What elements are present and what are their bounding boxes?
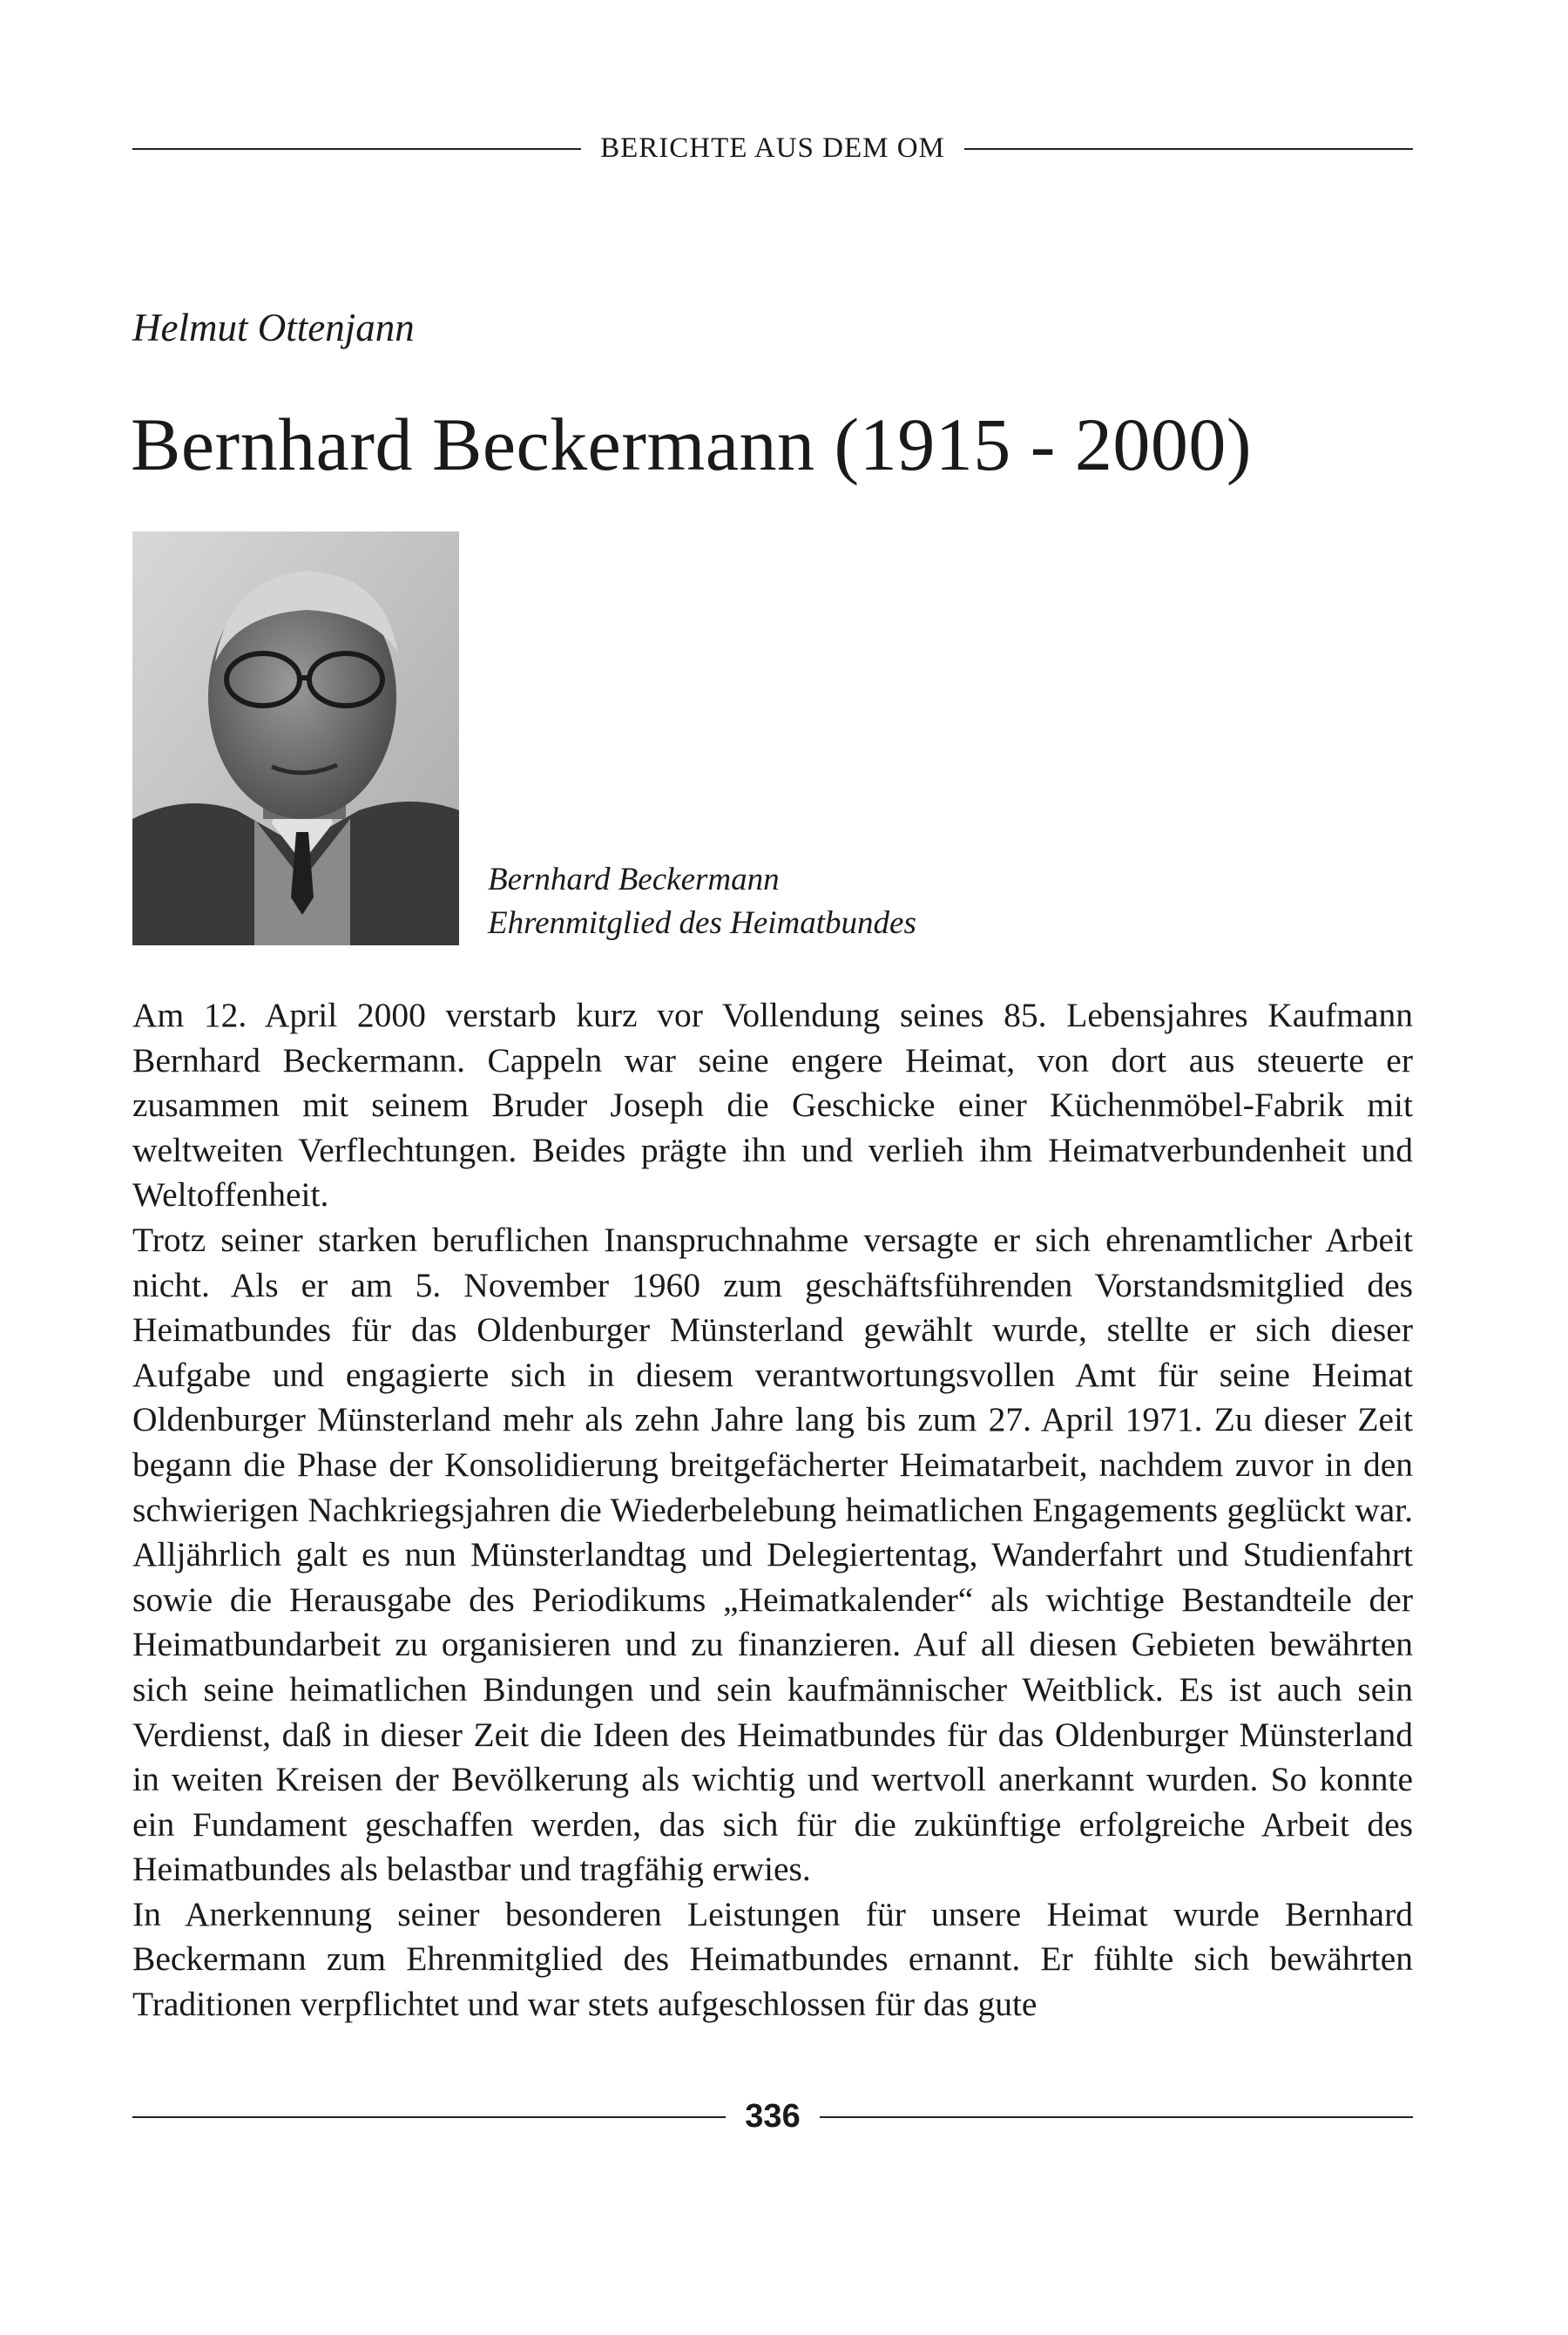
photo-caption (488, 858, 916, 945)
footer-rule-left (132, 2116, 726, 2118)
portrait-photo (132, 531, 459, 945)
footer-rule-right (820, 2116, 1413, 2118)
header-rule-left (132, 148, 581, 150)
article-title: Bernhard Beckermann (1915 - 2000) (131, 403, 1252, 486)
body-paragraph: Am 12. April 2000 verstarb kurz vor Vollendung seines 85. Lebensjahres Kaufmann Bernhard Beckermann. Cappeln war seine engere Heimat, von dort aus steuerte er zusammen mit seinem Bruder Joseph die Geschicke einer Küchenmöbel-Fabrik mit weltweiten Verflechtungen. Beides prägte ihn und verlieh ihm Heimatverbundenheit und Weltoffenheit. (132, 996, 1413, 1215)
page-footer (132, 2098, 1413, 2135)
article-body (132, 993, 1413, 2027)
caption-name: Bernhard Beckermann (488, 862, 780, 897)
article-author: Helmut Ottenjann (132, 306, 415, 349)
running-header (132, 132, 1413, 165)
header-rule-right (964, 148, 1413, 150)
running-title: BERICHTE AUS DEM OM (600, 132, 945, 164)
body-paragraph: In Anerkennung seiner besonderen Leistungen für unsere Heimat wurde Bernhard Beckermann zum Ehrenmitglied des Heimatbundes ernannt. Er fühlte sich bewährten Traditionen verpflichtet und war stets aufgeschlossen für das gute (132, 1894, 1413, 2024)
page-number: 336 (745, 2098, 801, 2135)
body-paragraph: Trotz seiner starken beruflichen Inanspruchnahme versagte er sich ehrenamtlicher Arbeit nicht. Als er am 5. November 1960 zum geschäftsführenden Vorstandsmitglied des Heimatbundes für das Oldenburger Münsterland gewählt wurde, stellte er sich dieser Aufgabe und engagierte sich in diesem verantwortungsvollen Amt für seine Heimat Oldenburger Münsterland mehr als zehn Jahre lang bis zum 27. April 1971. Zu dieser Zeit begann die Phase der Konsolidierung breitgefächerter Heimatarbeit, nachdem zuvor in den schwierigen Nachkriegsjahren die Wiederbelebung heimatlichen Engagements geglückt war. Alljährlich galt es nun Münsterlandtag und Delegiertentag, Wanderfahrt und Studienfahrt sowie die Herausgabe des Periodikums „Heimatkalender“ als wichtige Bestandteile der Heimatbundarbeit zu organisieren und zu finanzieren. Auf all diesen Gebieten bewährten sich seine heimatlichen Bindungen und sein kaufmännischer Weitblick. Es ist auch sein Verdienst, daß in dieser Zeit die Ideen des Heimatbundes für das Oldenburger Münsterland in weiten Kreisen der Bevölkerung als wichtig und wertvoll anerkannt wurden. So konnte ein Fundament geschaffen werden, das sich für die zukünftige erfolgreiche Arbeit des Heimatbundes als belastbar und tragfähig erwies. (132, 1220, 1413, 1889)
caption-role: Ehrenmitglied des Heimatbundes (488, 905, 916, 941)
